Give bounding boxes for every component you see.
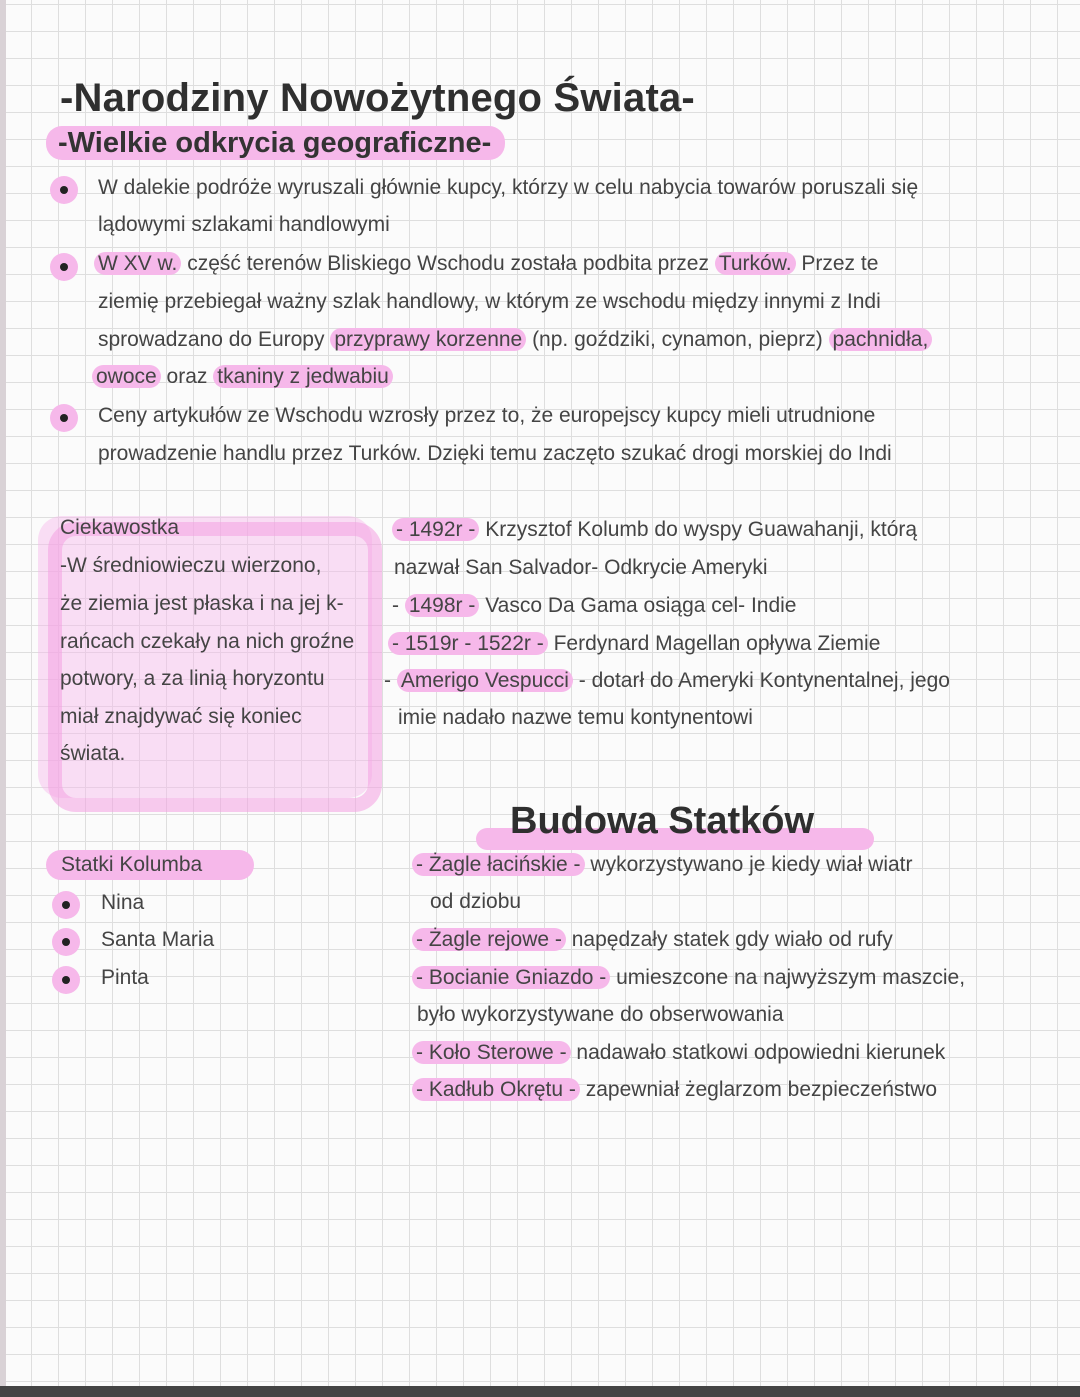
- fact-line: -W średniowieczu wierzono,: [60, 554, 322, 577]
- ship-part-term: - Koło Sterowe -: [412, 1041, 571, 1064]
- fact-line: że ziemia jest płaska i na jej k-: [60, 592, 344, 615]
- bullet-1-line-1: W dalekie podróże wyruszali głównie kupcy, którzy w celu nabycia towarów poruszali się: [98, 176, 919, 199]
- timeline-entry-columbus-cont: nazwał San Salvador- Odkrycie Ameryki: [394, 556, 768, 579]
- fact-line: potwory, a za linią horyzontu: [60, 667, 325, 690]
- fact-line: rańcach czekały na nich groźne: [60, 630, 355, 653]
- ship-part-term: - Żagle łacińskie -: [412, 853, 585, 876]
- timeline-entry-columbus: - 1492r - Krzysztof Kolumb do wyspy Guawahanji, którą: [392, 518, 917, 542]
- section-heading-ships: Budowa Statków: [510, 800, 815, 842]
- timeline-name: Amerigo Vespucci: [397, 669, 573, 692]
- timeline-entry-gama: - 1498r - Vasco Da Gama osiąga cel- Indie: [392, 594, 797, 617]
- ship-part-term: - Bocianie Gniazdo -: [412, 966, 610, 989]
- timeline-date: - 1519r - 1522r -: [388, 632, 548, 655]
- timeline-date: - 1492r -: [392, 518, 479, 541]
- timeline-entry-vespucci-cont: imie nadało nazwe temu kontynentowi: [398, 706, 753, 729]
- bullet-dot-icon: [52, 928, 80, 956]
- ships-heading: Statki Kolumba: [61, 853, 203, 876]
- highlight-turks: Turków.: [715, 252, 796, 275]
- ship-part-crows-nest-cont: było wykorzystywane do obserwowania: [417, 1003, 784, 1026]
- bullet-2-line-4: owoce oraz tkaniny z jedwabiu: [92, 365, 393, 389]
- page-edge: [0, 0, 6, 1397]
- section-heading-discoveries: -Wielkie odkrycia geograficzne-: [46, 126, 505, 160]
- page-bottom-edge: [0, 1386, 1080, 1397]
- bullet-dot-icon: [50, 404, 78, 432]
- ship-part-helm: - Koło Sterowe - nadawało statkowi odpowiedni kierunek: [412, 1041, 945, 1065]
- ship-part-lateen-sails-cont: od dziobu: [430, 890, 522, 913]
- highlight-perfumes: pachnidła,: [829, 328, 933, 351]
- timeline-entry-magellan: - 1519r - 1522r - Ferdynard Magellan opływa Ziemie: [388, 632, 880, 656]
- highlight-century: W XV w.: [94, 252, 181, 275]
- ship-part-term: - Żagle rejowe -: [412, 928, 566, 951]
- ship-item: Pinta: [101, 966, 149, 989]
- bullet-dot-icon: [50, 176, 78, 204]
- ship-part-crows-nest: - Bocianie Gniazdo - umieszcone na najwyższym maszcie,: [412, 966, 965, 990]
- bullet-2-line-3: sprowadzano do Europy przyprawy korzenne (np. goździki, cynamon, pieprz) pachnidła,: [98, 328, 932, 352]
- ship-part-square-sails: - Żagle rejowe - napędzały statek gdy wiało od rufy: [412, 928, 893, 952]
- bullet-1-line-2: lądowymi szlakami handlowymi: [98, 213, 390, 236]
- page-title: -Narodziny Nowożytnego Świata-: [60, 76, 695, 120]
- fact-heading: Ciekawostka: [60, 516, 180, 539]
- bullet-dot-icon: [52, 891, 80, 919]
- timeline-date: 1498r -: [405, 594, 480, 617]
- fact-line: miał znajdywać się koniec: [60, 705, 302, 728]
- ship-part-term: - Kadłub Okrętu -: [412, 1078, 580, 1101]
- bullet-2-line-1: W XV w. część terenów Bliskiego Wschodu została podbita przez Turków. Przez te: [94, 252, 878, 276]
- ship-item: Santa Maria: [101, 928, 215, 951]
- highlight-fruit: owoce: [92, 365, 161, 388]
- ship-part-lateen-sails: - Żagle łacińskie - wykorzystywano je kiedy wiał wiatr: [412, 853, 913, 877]
- highlight-silk: tkaniny z jedwabiu: [213, 365, 393, 388]
- ship-part-hull: - Kadłub Okrętu - zapewniał żeglarzom bezpieczeństwo: [412, 1078, 937, 1102]
- bullet-dot-icon: [52, 966, 80, 994]
- highlight-spices: przyprawy korzenne: [330, 328, 526, 351]
- timeline-entry-vespucci: - Amerigo Vespucci - dotarł do Ameryki Kontynentalnej, jego: [384, 669, 950, 692]
- ship-item: Nina: [101, 891, 145, 914]
- bullet-3-line-2: prowadzenie handlu przez Turków. Dzięki temu zaczęto szukać drogi morskiej do Indi: [98, 442, 892, 465]
- bullet-3-line-1: Ceny artykułów ze Wschodu wzrosły przez to, że europejscy kupcy mieli utrudnione: [98, 404, 876, 427]
- bullet-2-line-2: ziemię przebiegał ważny szlak handlowy, w którym ze wschodu między innymi z Indi: [98, 290, 881, 313]
- fact-line: świata.: [60, 742, 126, 765]
- bullet-dot-icon: [50, 253, 78, 281]
